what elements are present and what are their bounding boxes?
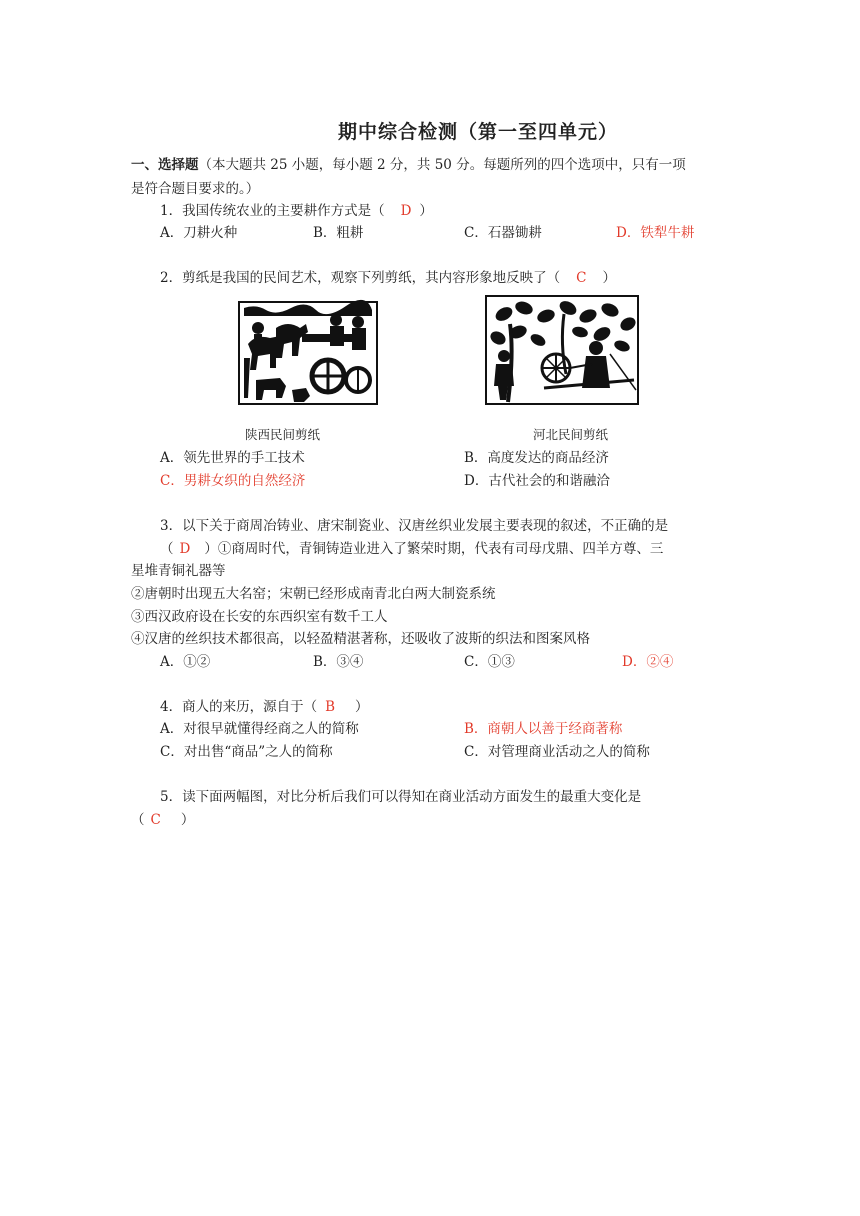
q5-answer: C	[150, 812, 161, 828]
q3-answer: D	[179, 541, 191, 557]
q5-line-2	[131, 808, 194, 828]
q3-option-b: B．③④	[313, 654, 364, 670]
q1-option-b: B．粗耕	[313, 225, 364, 241]
q4-option-a: A．对很早就懂得经商之人的简称	[160, 721, 359, 737]
q4-option-c: C．对出售“商品”之人的简称	[160, 744, 333, 760]
question-1-stem	[160, 199, 433, 219]
q3-line-6: ④汉唐的丝织技术都很高，以轻盈精湛著称，还吸收了波斯的织法和图案风格	[131, 631, 590, 647]
q2-option-a: A．领先世界的手工技术	[160, 450, 305, 466]
q3-paren-open: （	[160, 541, 174, 557]
question-5-stem: 5．读下面两幅图，对比分析后我们可以得知在商业活动方面发生的最重大变化是	[160, 789, 642, 805]
page-title: 期中综合检测（第一至四单元）	[338, 121, 619, 143]
q1-option-d: D．铁犁牛耕	[616, 225, 695, 241]
q2-stem-text: 2．剪纸是我国的民间艺术，观察下列剪纸，其内容形象地反映了（	[160, 270, 561, 286]
q5-paren-open: （	[131, 812, 145, 828]
q4-option-b: B．商朝人以善于经商著称	[464, 721, 623, 737]
q3-option-a: A．①②	[160, 654, 211, 670]
q1-answer: D	[400, 203, 412, 219]
q1-stem-text: 1．我国传统农业的主要耕作方式是（	[160, 203, 385, 219]
section-desc-2: 是符合题目要求的。）	[131, 181, 260, 197]
q5-paren-close: ）	[180, 812, 195, 828]
q3-line-4: ②唐朝时出现五大名窑；宋朝已经形成南青北白两大制瓷系统	[131, 586, 496, 602]
q4-option-d: C．对管理商业活动之人的简称	[464, 744, 650, 760]
q3-line-2-text: ）①商周时代，青铜铸造业进入了繁荣时期，代表有司母戊鼎、四羊方尊、三	[204, 541, 664, 557]
q3-option-d: D．②④	[622, 654, 674, 670]
caption-hebei: 河北民间剪纸	[533, 427, 609, 442]
q2-stem-close: ）	[602, 270, 616, 286]
q2-option-c: C．男耕女织的自然经济	[160, 473, 306, 489]
section-label: 一、选择题	[131, 157, 199, 173]
caption-shaanxi: 陕西民间剪纸	[245, 427, 321, 442]
q3-line-5: ③西汉政府设在长安的东西织室有数千工人	[131, 609, 388, 625]
q1-stem-close: ）	[419, 203, 433, 219]
q4-stem-close: ）	[355, 699, 369, 715]
q2-option-d: D．古代社会的和谐融洽	[464, 473, 610, 489]
q3-line-2	[160, 537, 663, 557]
question-2-stem	[160, 266, 616, 286]
q4-stem-text: 4．商人的来历，源自于（	[160, 699, 318, 715]
section-header	[131, 153, 686, 173]
q1-option-a: A．刀耕火种	[160, 225, 238, 241]
shaanxi-papercut-image	[236, 298, 380, 408]
q3-option-c: C．①③	[464, 654, 515, 670]
hebei-papercut-image	[484, 294, 640, 406]
question-4-stem	[160, 695, 369, 715]
q3-line-3: 星堆青铜礼器等	[131, 563, 226, 579]
question-3-stem: 3．以下关于商周冶铸业、唐宋制瓷业、汉唐丝织业发展主要表现的叙述，不正确的是	[160, 518, 669, 534]
q4-answer: B	[325, 699, 336, 715]
q1-option-c: C．石器锄耕	[464, 225, 542, 241]
q2-option-b: B．高度发达的商品经济	[464, 450, 609, 466]
q2-answer: C	[576, 270, 587, 286]
section-desc-1: （本大题共 25 小题，每小题 2 分，共 50 分。每题所列的四个选项中，只有一项	[198, 157, 686, 173]
